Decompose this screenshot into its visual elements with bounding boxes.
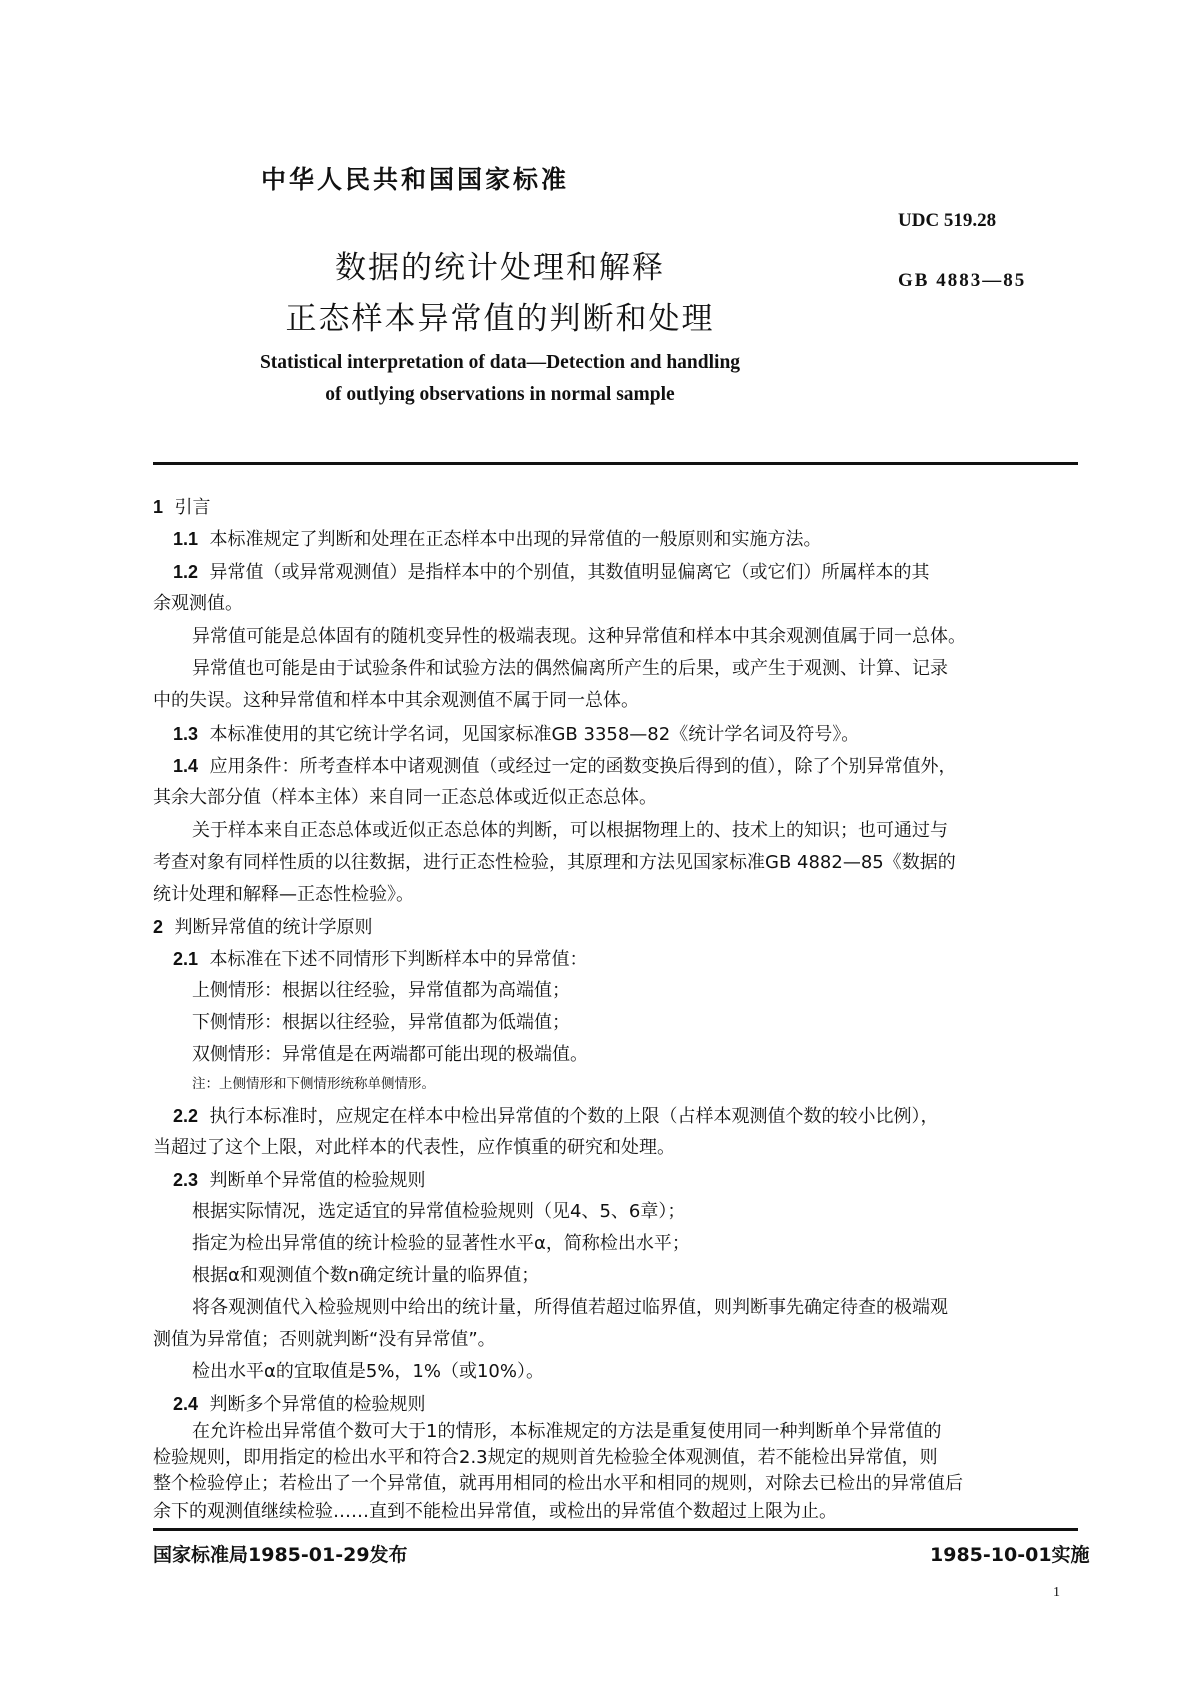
bottom-divider bbox=[153, 1528, 1078, 1531]
section-1-1: 1.1 本标准规定了判断和处理在正态样本中出现的异常值的一般原则和实施方法。 bbox=[173, 529, 822, 550]
section-1-4: 1.4 应用条件：所考查样本中诸观测值（或经过一定的函数变换后得到的值），除了个别异常值外， bbox=[173, 756, 957, 777]
section-2-2: 2.2 执行本标准时，应规定在样本中检出异常值的个数的上限（占样本观测值个数的较小比例）， bbox=[173, 1106, 939, 1127]
rule-3: 根据α和观测值个数n确定统计量的临界值； bbox=[192, 1265, 540, 1286]
section-2-heading: 2 判断异常值的统计学原则 bbox=[153, 917, 373, 938]
section-2-3: 2.3 判断单个异常值的检验规则 bbox=[173, 1170, 426, 1191]
rule-4a: 将各观测值代入检验规则中给出的统计量，所得值若超过临界值，则判断事先确定待查的极端观 bbox=[192, 1297, 948, 1318]
case-lower: 下侧情形：根据以往经验，异常值都为低端值； bbox=[192, 1012, 570, 1033]
udc-code: UDC 519.28 bbox=[898, 210, 997, 231]
paragraph-2b: 中的失误。这种异常值和样本中其余观测值不属于同一总体。 bbox=[153, 690, 639, 711]
title-line-2: 正态样本异常值的判断和处理 bbox=[285, 301, 715, 337]
english-title-line-2: of outlying observations in normal sample bbox=[325, 384, 675, 405]
english-title-line-1: Statistical interpretation of data—Detection and handling bbox=[259, 352, 741, 373]
rule-2: 指定为检出异常值的统计检验的显著性水平α，简称检出水平； bbox=[192, 1233, 690, 1254]
case-both: 双侧情形：异常值是在两端都可能出现的极端值。 bbox=[192, 1044, 588, 1065]
multi-4: 余下的观测值继续检验……直到不能检出异常值，或检出的异常值个数超过上限为止。 bbox=[153, 1501, 837, 1522]
page-number: 1 bbox=[1053, 1585, 1060, 1600]
issue-date: 国家标准局1985-01-29发布 bbox=[153, 1544, 408, 1566]
title-line-1: 数据的统计处理和解释 bbox=[335, 250, 665, 286]
paragraph-3a: 关于样本来自正态总体或近似正态总体的判断，可以根据物理上的、技术上的知识；也可通过与 bbox=[192, 820, 948, 841]
section-2-4: 2.4 判断多个异常值的检验规则 bbox=[173, 1394, 426, 1415]
gb-number: GB 4883—85 bbox=[898, 270, 1027, 291]
effective-date: 1985-10-01实施 bbox=[930, 1544, 1090, 1566]
section-1-4-cont: 其余大部分值（样本主体）来自同一正态总体或近似正态总体。 bbox=[153, 787, 657, 808]
multi-3: 整个检验停止；若检出了一个异常值，就再用相同的检出水平和相同的规则，对除去已检出的异常值后 bbox=[153, 1473, 963, 1494]
agency-title: 中华人民共和国国家标准 bbox=[260, 165, 569, 194]
rule-1: 根据实际情况，选定适宜的异常值检验规则（见4、5、6章）； bbox=[192, 1201, 686, 1222]
paragraph-2a: 异常值也可能是由于试验条件和试验方法的偶然偏离所产生的后果，或产生于观测、计算、记录 bbox=[192, 658, 948, 679]
section-1-heading: 1 引言 bbox=[153, 497, 211, 518]
paragraph-3c: 统计处理和解释—正态性检验》。 bbox=[153, 884, 414, 905]
rule-4b: 测值为异常值；否则就判断“没有异常值”。 bbox=[153, 1329, 496, 1350]
top-divider bbox=[153, 462, 1078, 465]
section-2-1: 2.1 本标准在下述不同情形下判断样本中的异常值： bbox=[173, 949, 588, 970]
paragraph-3b: 考查对象有同样性质的以往数据，进行正态性检验，其原理和方法见国家标准GB 4882—85《数据的 bbox=[153, 852, 956, 873]
section-1-3: 1.3 本标准使用的其它统计学名词，见国家标准GB 3358—82《统计学名词及符号》。 bbox=[173, 724, 860, 745]
note: 注：上侧情形和下侧情形统称单侧情形。 bbox=[192, 1076, 435, 1092]
section-1-2-cont: 余观测值。 bbox=[153, 593, 243, 614]
rule-5: 检出水平α的宜取值是5%，1%（或10%）。 bbox=[192, 1361, 544, 1382]
multi-1: 在允许检出异常值个数可大于1的情形，本标准规定的方法是重复使用同一种判断单个异常值的 bbox=[192, 1421, 942, 1442]
multi-2: 检验规则，即用指定的检出水平和符合2.3规定的规则首先检验全体观测值，若不能检出异常值，则 bbox=[153, 1447, 938, 1468]
section-1-2: 1.2 异常值（或异常观测值）是指样本中的个别值，其数值明显偏离它（或它们）所属样本的其 bbox=[173, 562, 930, 583]
paragraph-1: 异常值可能是总体固有的随机变异性的极端表现。这种异常值和样本中其余观测值属于同一总体。 bbox=[192, 626, 966, 647]
section-2-2-cont: 当超过了这个上限，对此样本的代表性，应作慎重的研究和处理。 bbox=[153, 1137, 675, 1158]
case-upper: 上侧情形：根据以往经验，异常值都为高端值； bbox=[192, 980, 570, 1001]
